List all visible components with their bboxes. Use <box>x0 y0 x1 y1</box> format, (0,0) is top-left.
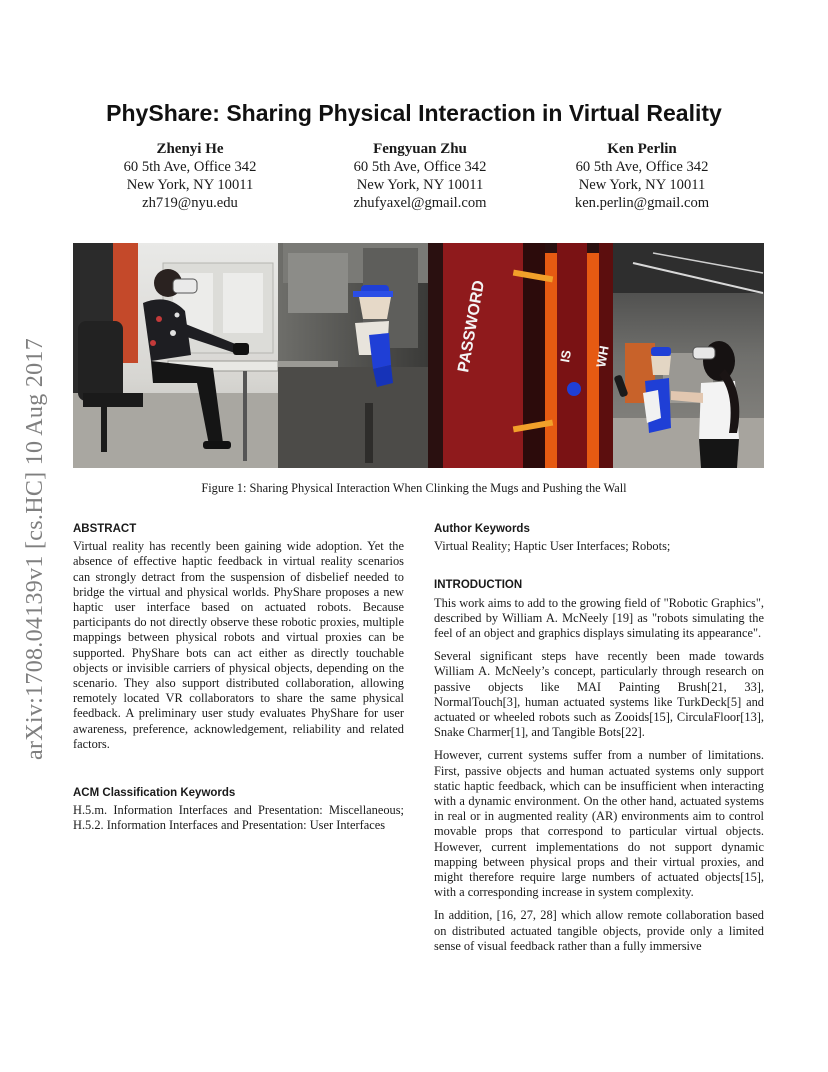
intro-paragraph: In addition, [16, 27, 28] which allow remote collaboration based on distributed actuated tangible objects, provide only a limited sense of visual feedback rather than a fully immersive <box>434 908 764 953</box>
author-block <box>90 140 760 220</box>
wall-word-wh: WH <box>593 344 612 369</box>
figure-1-image <box>73 243 764 468</box>
author-1 <box>90 140 290 212</box>
author-3 <box>542 140 742 212</box>
author-name: Fengyuan Zhu <box>373 141 467 157</box>
arxiv-identifier: arXiv:1708.04139v1 [cs.HC] 10 Aug 2017 <box>22 337 48 760</box>
abstract-heading: ABSTRACT <box>73 523 137 535</box>
author-email: zh719@nyu.edu <box>142 195 238 211</box>
author-address-line: New York, NY 10011 <box>356 177 484 193</box>
intro-paragraph: However, current systems suffer from a number of limitations. First, passive objects and human actuated systems only support static haptic feedback, which can be insufficient when interacting with a dynamic environment. On the other hand, actuated systems in real or in augmented reality (AR) environments aim to control movable props that correspond to particular virtual objects. However, current implementations do not support dynamic mapping between physical props and their virtual proxies, and might therefore require large numbers of actuated objects[15], with a corresponding increase in system complexity. <box>434 748 764 900</box>
wall-word-is: IS <box>557 348 575 364</box>
author-address-line: New York, NY 10011 <box>578 177 706 193</box>
wall-word-password: PASSWORD <box>455 279 489 374</box>
acm-text: H.5.m. Information Interfaces and Presentation: Miscellaneous; H.5.2. Information Interfaces and Presentation: User Interfaces <box>73 803 404 833</box>
author-address-line: New York, NY 10011 <box>126 177 254 193</box>
introduction-heading: INTRODUCTION <box>434 579 523 592</box>
author-name: Ken Perlin <box>607 141 677 157</box>
author-2 <box>320 140 520 212</box>
abstract-text: Virtual reality has recently been gaining wide adoption. Yet the absence of effective haptic feedback in virtual reality scenarios can strongly detract from the suspension of disbelief needed to bridge the virtual and physical worlds. PhyShare proposes a new haptic user interface based on actuated robots. Because participants do not directly observe these robotic proxies, multiple mappings between physical robots and virtual proxies can be supported. PhyShare bots can act either as directly touchable objects or invisible carriers of physical objects, depending on the scenario. They also support distributed collaboration, allowing remotely located VR collaborators to share the same physical feedback. A preliminary user study evaluates PhyShare for user awareness, preference, acknowledgement, reliability and related factors. <box>73 539 404 751</box>
author-email: ken.perlin@gmail.com <box>574 195 710 211</box>
figure-caption: Figure 1: Sharing Physical Interaction When Clinking the Mugs and Pushing the Wall <box>201 481 627 495</box>
intro-paragraph: This work aims to add to the growing field of "Robotic Graphics", described by William A. McNeely [19] as "robots simulating the feel of an object and graphics displays simulating its appearance". <box>434 595 764 641</box>
keywords-heading: Author Keywords <box>434 523 530 535</box>
keywords-text: Virtual Reality; Haptic User Interfaces; Robots; <box>434 539 671 554</box>
author-address-line: 60 5th Ave, Office 342 <box>353 159 487 175</box>
acm-heading: ACM Classification Keywords <box>73 787 236 800</box>
intro-paragraph: Several significant steps have recently been made towards William A. McNeely’s concept, particularly through research on passive objects like MAI Painting Brush[21, 33], NormalTouch[3], human actuated systems like TurkDeck[5] and actuated or wheeled robots such as Zooids[15], CirculaFloor[13], Snake Charmer[1], and Tangible Bots[22]. <box>434 649 764 740</box>
author-name: Zhenyi He <box>156 141 224 157</box>
author-email: zhufyaxel@gmail.com <box>353 195 487 211</box>
right-column <box>434 522 764 954</box>
left-column <box>73 522 404 834</box>
author-address-line: 60 5th Ave, Office 342 <box>123 159 257 175</box>
author-address-line: 60 5th Ave, Office 342 <box>575 159 709 175</box>
paper-title: PhyShare: Sharing Physical Interaction in Virtual Reality <box>106 100 722 126</box>
